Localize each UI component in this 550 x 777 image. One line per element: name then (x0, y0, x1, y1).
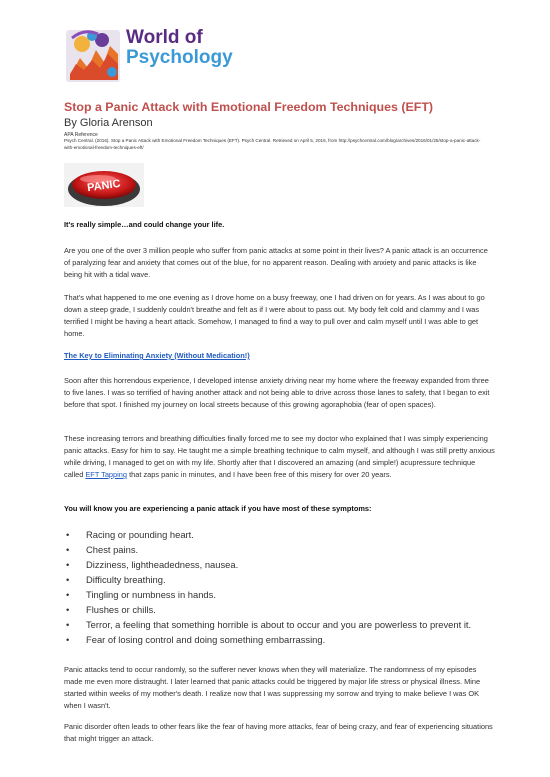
paragraph-6: Panic disorder often leads to other fears like the fear of having more attacks, fear of being crazy, and fear of experiencing situations that might trigger an attack. (64, 722, 493, 743)
symptom-text: Racing or pounding heart. (86, 529, 194, 540)
panic-label: PANIC (86, 177, 122, 195)
bullet: • (66, 604, 70, 615)
bullet: • (66, 544, 70, 555)
logo-line-2: Psychology (126, 47, 233, 68)
bullet: • (66, 619, 70, 630)
symptom-text: Chest pains. (86, 544, 139, 555)
paragraph-2: That's what happened to me one evening as I drove home on a busy freeway, one I had driven on for years. As I was about to go down a steep grade, I suddenly couldn't breathe and felt as if I were about to pass out. My body felt cold and clammy and I was terrified I might be having a heart attack. Somehow, I managed to find a way to pull over and calm myself until I was able to get home. (64, 293, 485, 338)
bullet: • (66, 529, 70, 540)
logo-mark-icon (64, 24, 124, 86)
symptoms-list (64, 527, 504, 647)
list-item (64, 542, 504, 557)
site-logo[interactable] (64, 24, 233, 86)
symptom-text: Flushes or chills. (86, 604, 156, 615)
article-author: By Gloria Arenson (64, 117, 153, 129)
anxiety-article-link[interactable]: The Key to Eliminating Anxiety (Without Medication!) (64, 351, 250, 360)
bullet: • (66, 559, 70, 570)
logo-line-1: World of (126, 27, 203, 48)
eft-tapping-link[interactable]: EFT Tapping (85, 470, 128, 479)
anxiety-link-paragraph (64, 350, 496, 362)
symptom-text: Terror, a feeling that something horrible is about to occur and you are powerless to prevent it. (86, 619, 472, 630)
apa-reference-text: Psych Central. (2016). Stop a Panic Attack with Emotional Freedom Techniques (EFT). Psych Central. Retrieved on April 5, 2016, from http://psychcentral.com/blog/archives/2016/01/25/stop-a-panic-attack-with-emotional-freedom-techniques-eft/ (64, 138, 481, 150)
list-item (64, 632, 504, 647)
paragraph-4 (64, 433, 496, 481)
paragraph-3: Soon after this horrendous experience, I developed intense anxiety driving near my home where the freeway expanded from three to five lanes. I was so terrified of having another attack and not being able to drive across those lanes to safety, that I began to exit before that spot. I finished my journey on local streets because of this growing agoraphobia (fear of open spaces). (64, 376, 490, 409)
symptom-text: Tingling or numbness in hands. (86, 589, 216, 600)
list-item (64, 572, 504, 587)
list-item (64, 587, 504, 602)
paragraph-5: Panic attacks tend to occur randomly, so the sufferer never knows when they will materialize. The randomness of my episodes made me even more distraught. I later learned that panic attacks could be triggered by major life stress or physical illness. Mine started within weeks of my mother's death. I realize now that I was suppressing my sorrow and trying to make believe I was OK when I wasn't. (64, 665, 481, 710)
apa-reference-label: APA Reference (64, 132, 98, 138)
logo-text (126, 28, 233, 68)
symptoms-intro: You will know you are experiencing a panic attack if you have most of these symptoms: (64, 504, 372, 513)
article-title: Stop a Panic Attack with Emotional Freedom Techniques (EFT) (64, 100, 434, 114)
list-item (64, 557, 504, 572)
bullet: • (66, 589, 70, 600)
bullet: • (66, 634, 70, 645)
bullet: • (66, 574, 70, 585)
paragraph-4-start: These increasing terrors and breathing difficulties finally forced me to see my doctor who explained that I was simply experiencing panic attacks. Easy for him to say. He taught me a simple breathing technique to calm myself, and although I was still pretty anxious while driving, I managed to get on with my life. Shortly after that I discovered an amazing (and simple!) acupressure technique called (64, 434, 495, 479)
list-item (64, 617, 504, 632)
symptom-text: Difficulty breathing. (86, 574, 166, 585)
panic-button-image (64, 163, 144, 207)
lead-sentence: It's really simple…and could change your life. (64, 220, 225, 229)
symptom-text: Fear of losing control and doing something embarrassing. (86, 634, 326, 645)
paragraph-4-end: that zaps panic in minutes, and I have been free of this misery for over 20 years. (127, 470, 392, 479)
list-item (64, 602, 504, 617)
paragraph-1: Are you one of the over 3 million people who suffer from panic attacks at some point in their lives? A panic attack is an occurrence of paralyzing fear and anxiety that comes out of the blue, for no apparent reason. Dealing with anxiety and panic attacks is like being hit with a tidal wave. (64, 246, 488, 279)
list-item (64, 527, 504, 542)
symptom-text: Dizziness, lightheadedness, nausea. (86, 559, 239, 570)
